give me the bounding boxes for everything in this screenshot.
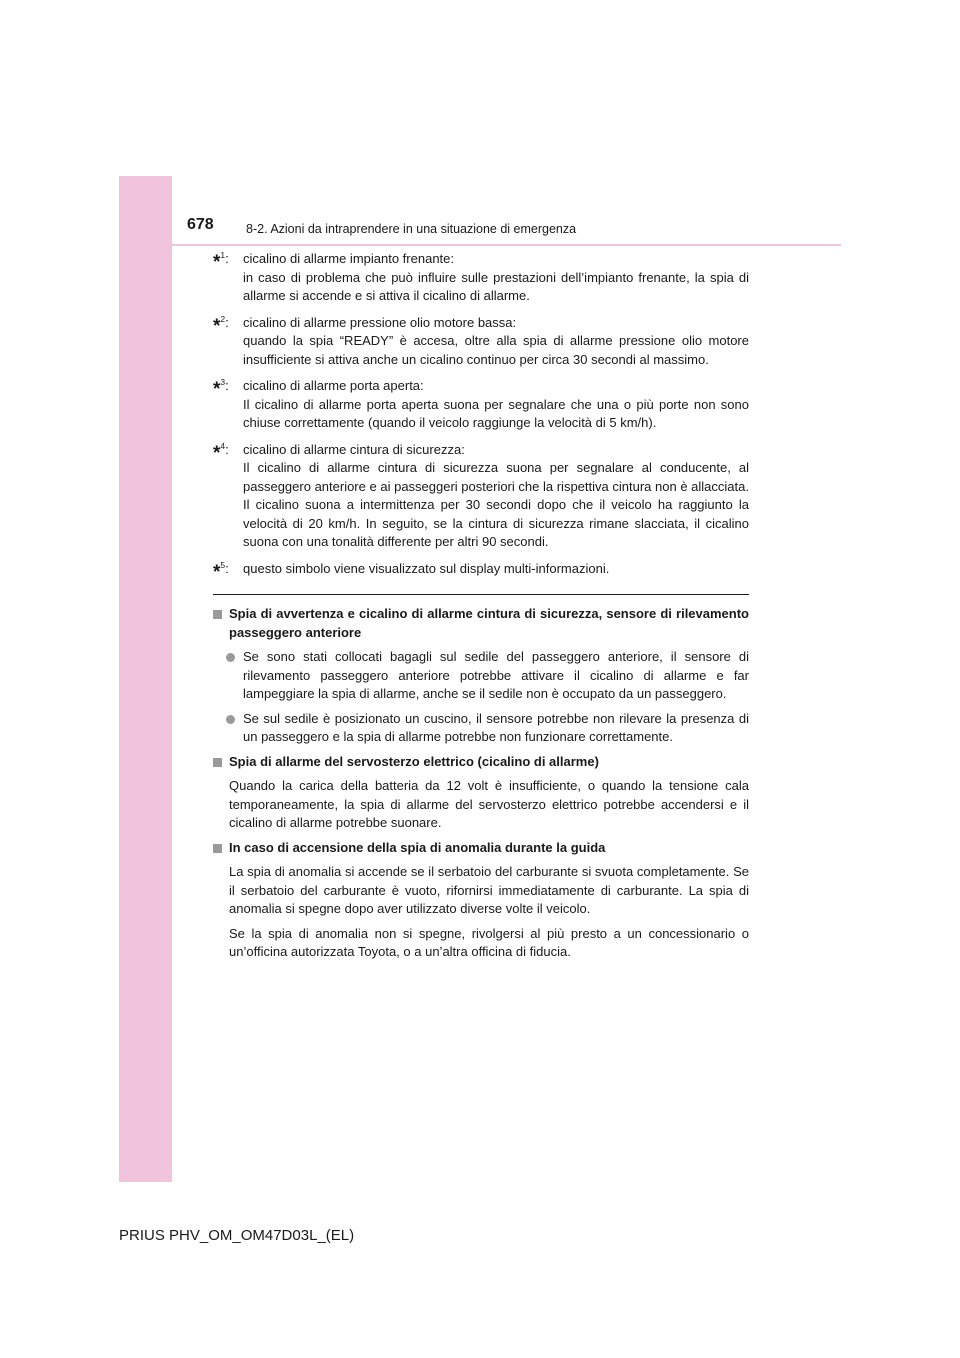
footnote-2 — [213, 314, 749, 370]
paragraph: Se la spia di anomalia non si spegne, rivolgersi al più presto a un concessionario o un’officina autorizzata Toyota, o a un’altra officina di fiducia. — [229, 925, 749, 959]
footnote-title: cicalino di allarme impianto frenante: — [243, 251, 454, 266]
footnote-marker: *$^2$: — [213, 313, 229, 337]
page-number: 678 — [187, 216, 214, 233]
footnote-marker: *$^4$: — [213, 440, 229, 464]
footnote-title: cicalino di allarme porta aperta: — [243, 378, 424, 393]
footnotes — [213, 250, 749, 583]
asterisk-icon: * — [213, 561, 221, 583]
footnote-4 — [213, 441, 749, 552]
asterisk-icon: * — [213, 442, 221, 464]
asterisk-icon: * — [213, 315, 221, 337]
footnote-marker: *$^1$: — [213, 250, 229, 273]
square-bullet-icon — [213, 844, 222, 853]
footnote-5 — [213, 559, 749, 583]
square-bullet-icon — [213, 610, 222, 619]
footnote-title: cicalino di allarme pressione olio motore bassa: — [243, 314, 517, 330]
section-heading-seatbelt-sensor: Spia di avvertenza e cicalino di allarme cintura di sicurezza, sensore di rilevamento passeggero anteriore — [213, 605, 749, 642]
footnote-marker: *$^3$: — [213, 377, 229, 400]
footnote-marker: *$^5$: — [213, 559, 229, 583]
bullet-item: Se sul sedile è posizionato un cuscino, il sensore potrebbe non rilevare la presenza di un passeggero e la spia di allarme potrebbe non funzionare correttamente. — [213, 710, 749, 747]
footnote-text: Il cicalino di allarme porta aperta suona per segnalare che una o più porte non sono chiuse correttamente (quando il veicolo raggiunge la velocità di 5 km/h). — [243, 396, 749, 430]
section-divider — [213, 594, 749, 595]
section-heading-malfunction-light: In caso di accensione della spia di anomalia durante la guida — [213, 839, 749, 858]
asterisk-icon: * — [213, 379, 221, 400]
paragraph: Quando la carica della batteria da 12 volt è insufficiente, o quando la tensione cala temporaneamente, la spia di allarme del servosterzo elettrico potrebbe accendersi e il cicalino di allarme potrebbe suonare. — [229, 778, 749, 830]
pink-side-tab — [119, 176, 172, 1182]
footnote-3 — [213, 377, 749, 433]
footnote-text: questo simbolo viene visualizzato sul display multi-informazioni. — [243, 560, 610, 576]
square-bullet-icon — [213, 758, 222, 767]
circle-bullet-icon — [226, 715, 235, 724]
footnote-text: Il cicalino di allarme cintura di sicurezza suona per segnalare al conducente, al passeggero anteriore e ai passeggeri posteriori che la rispettiva cintura non è allacciata. Il cicalino suona a intermittenza per 30 secondi dopo che il veicolo ha raggiunto la velocità di 20 km/h. In seguito, se la cintura di sicurezza rimane slacciata, il cicalino suona con una tonalità differente per altri 90 secondi. — [243, 460, 749, 549]
section-title: 8-2. Azioni da intraprendere in una situazione di emergenza — [246, 222, 577, 236]
circle-bullet-icon — [226, 653, 235, 662]
document-id-footer: PRIUS PHV_OM_OM47D03L_(EL) — [119, 1227, 355, 1244]
asterisk-icon: * — [213, 252, 221, 273]
footnote-1 — [213, 250, 749, 306]
section-heading-power-steering: Spia di allarme del servosterzo elettrico (cicalino di allarme) — [213, 753, 749, 772]
footnote-text: in caso di problema che può influire sulle prestazioni dell’impianto frenante, la spia di allarme si accende e si attiva il cicalino di allarme. — [243, 269, 749, 303]
page-content — [213, 250, 749, 968]
header-rule — [172, 244, 841, 246]
paragraph: La spia di anomalia si accende se il serbatoio del carburante si svuota completamente. Se il serbatoio del carburante è vuoto, rifornirsi immediatamente di carburante. La spia di anomalia si spegne dopo aver utilizzato diverse volte il veicolo. — [229, 864, 749, 916]
bullet-item: Se sono stati collocati bagagli sul sedile del passeggero anteriore, il sensore di rilevamento passeggero anteriore potrebbe attivare il cicalino di allarme e far lampeggiare la spia di allarme, anche se il sedile non è occupato da un passeggero. — [213, 648, 749, 704]
footnote-text: quando la spia “READY” è accesa, oltre alla spia di allarme pressione olio motore insufficiente si attiva anche un cicalino continuo per circa 30 secondi al massimo. — [243, 333, 749, 367]
footnote-title: cicalino di allarme cintura di sicurezza: — [243, 441, 465, 457]
